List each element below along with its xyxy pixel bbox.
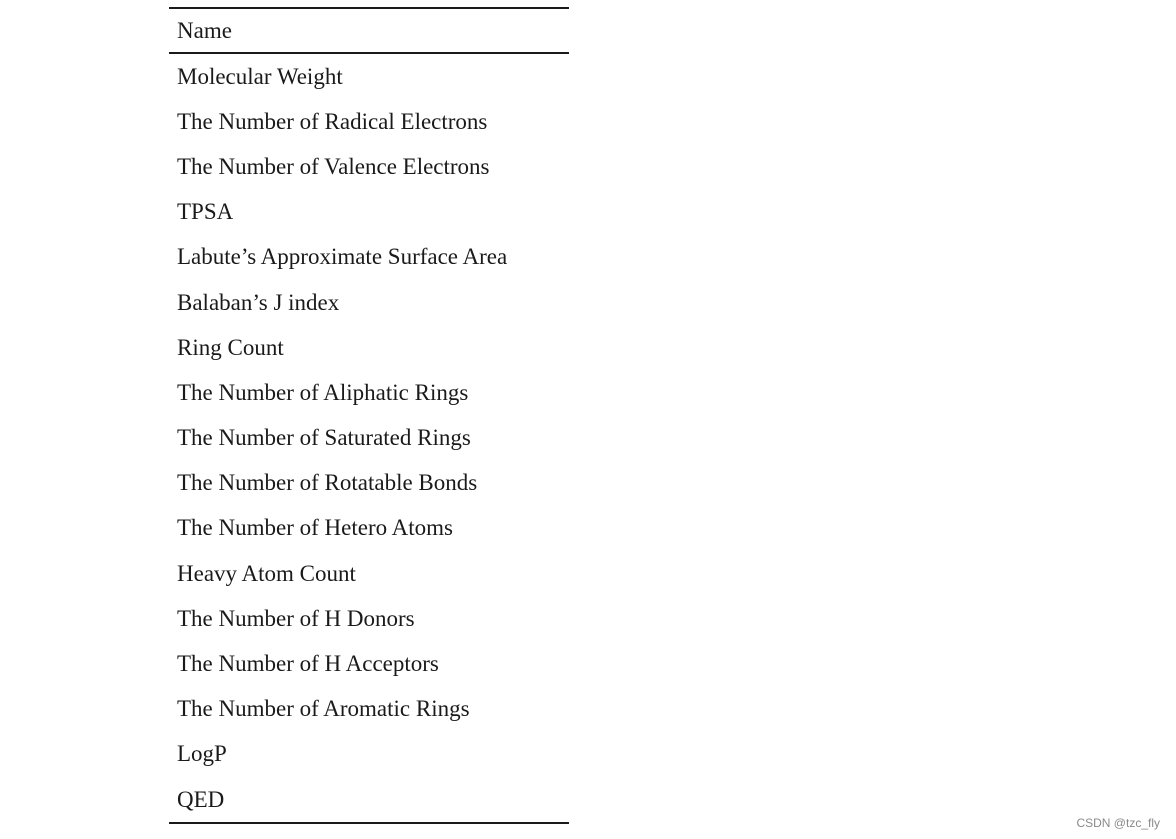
table-row: The Number of Rotatable Bonds xyxy=(177,470,478,496)
table-row: Heavy Atom Count xyxy=(177,560,356,586)
table-row: The Number of H Acceptors xyxy=(177,651,439,677)
descriptor-table xyxy=(169,7,569,824)
table-row: The Number of Hetero Atoms xyxy=(177,515,453,541)
watermark: CSDN @tzc_fly xyxy=(1076,816,1160,830)
table-row: The Number of Aromatic Rings xyxy=(177,696,470,722)
table-row: The Number of H Donors xyxy=(177,605,415,631)
table-row: Ring Count xyxy=(177,334,284,360)
table-row: Labute’s Approximate Surface Area xyxy=(177,244,508,270)
table-row: Molecular Weight xyxy=(177,63,343,89)
table-row: The Number of Saturated Rings xyxy=(177,425,471,451)
table-row: The Number of Radical Electrons xyxy=(177,108,488,134)
table-row: The Number of Aliphatic Rings xyxy=(177,379,469,405)
table-row: TPSA xyxy=(177,199,234,225)
table-body xyxy=(169,54,569,822)
table-row: QED xyxy=(177,786,225,812)
table-row: The Number of Valence Electrons xyxy=(177,153,490,179)
column-header-name: Name xyxy=(177,17,232,43)
bottom-rule xyxy=(169,822,569,824)
table-row: Balaban’s J index xyxy=(177,289,340,315)
table-row: LogP xyxy=(177,741,227,767)
